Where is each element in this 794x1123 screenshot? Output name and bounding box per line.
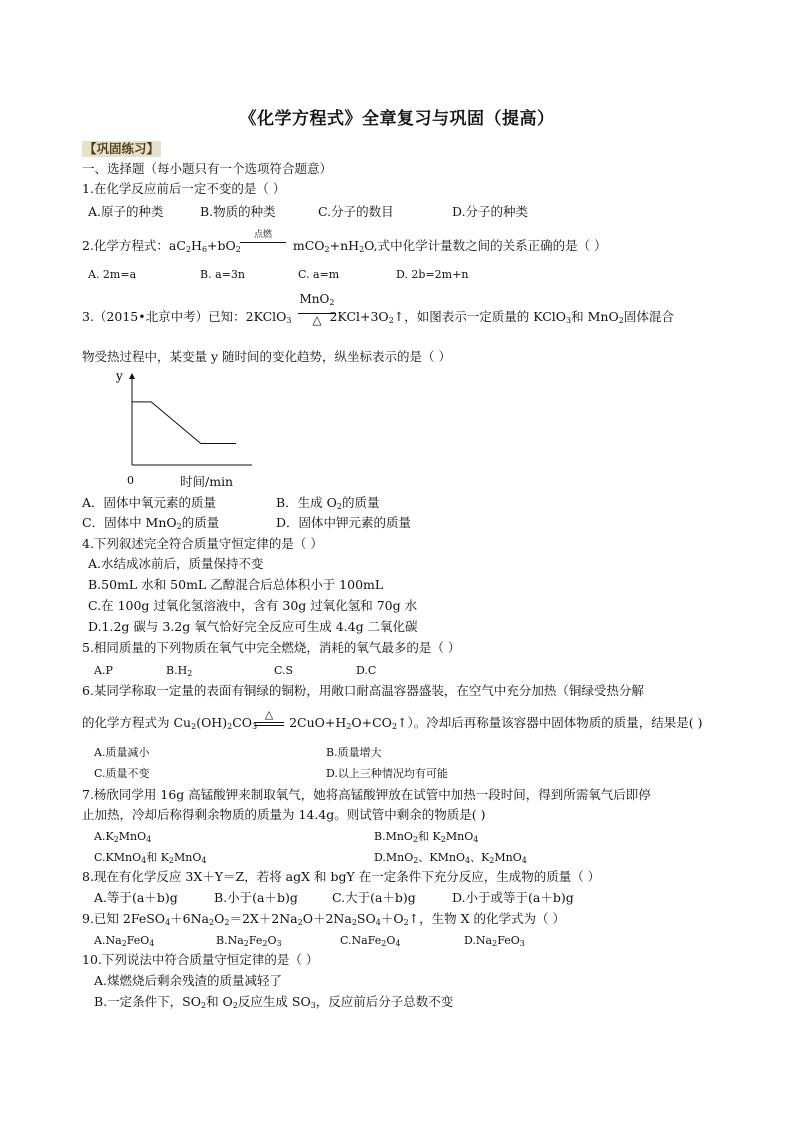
q6-option-c: C.质量不变 bbox=[94, 767, 150, 780]
q7-option-b: B.MnO$_2$和 $K_2MnO_4$ bbox=[374, 830, 479, 844]
q4-stem: 4.下列叙述完全符合质量守恒定律的是（ ） bbox=[82, 536, 323, 551]
q10-stem: 10.下列说法中符合质量守恒定律的是（ ） bbox=[82, 952, 319, 967]
q8-option-a: A.等于(a＋b)g bbox=[94, 890, 178, 905]
q7-option-c: C.KMnO$_4$和 $K_2MnO_4$ bbox=[94, 851, 207, 865]
q4-option-b: B.50mL 水和 50mL 乙醇混合后总体积小于 100mL bbox=[88, 577, 384, 592]
q8-option-d: D.小于或等于(a＋b)g bbox=[452, 890, 574, 905]
x-axis-label: 时间/min bbox=[180, 474, 234, 489]
q4-option-c: C.在 100g 过氧化氢溶液中，含有 30g 过氧化氢和 70g 水 bbox=[88, 598, 418, 613]
q9-option-c: $C.NaFe_2O_4$ bbox=[340, 934, 401, 948]
q2-rest: ,式中化学计量数之间的关系正确的是（ ） bbox=[373, 238, 607, 253]
q1-option-c: C.分子的数目 bbox=[318, 204, 394, 219]
q2-reaction-bar bbox=[240, 242, 286, 243]
q5-stem: 5.相同质量的下列物质在氧气中完全燃烧，消耗的氧气最多的是（ ） bbox=[82, 640, 461, 655]
q2-prefix: 2.化学方程式：aC bbox=[82, 238, 186, 253]
q5-option-c: C.S bbox=[274, 664, 294, 677]
q5-option-a: A.P bbox=[94, 664, 113, 677]
q1-option-a: A.原子的种类 bbox=[88, 204, 164, 219]
section-heading: 一、选择题（每小题只有一个选项符合题意） bbox=[82, 161, 333, 176]
q6-heat-symbol: △ bbox=[264, 708, 274, 721]
q6-option-b: B.质量增大 bbox=[326, 746, 382, 759]
q7-option-a: $A.K_2MnO_4$ bbox=[94, 830, 152, 844]
q3-option-b: B．生成 $O_2$的质量 bbox=[276, 495, 380, 511]
q1-option-d: D.分子的种类 bbox=[452, 204, 529, 219]
q3-stem-line2: 物受热过程中，某变量 y 随时间的变化趋势，纵坐标表示的是（ ） bbox=[82, 349, 451, 364]
q3-catalyst: MnO$_2$ bbox=[299, 292, 335, 307]
q7-stem-line2: 止加热，冷却后称得剩余物质的质量为 14.4g。则试管中剩余的物质是( ) bbox=[82, 807, 486, 822]
q3-option-d: D．固体中钾元素的质量 bbox=[276, 515, 412, 530]
q6-stem-line1: 6.某同学称取一定量的表面有铜绿的铜粉，用敞口耐高温容器盛装，在空气中充分加热（铜绿受热分解 bbox=[82, 683, 644, 698]
q7-stem-line1: 7.杨欣同学用 16g 高锰酸钾来制取氧气，她将高锰酸钾放在试管中加热一段时间，得到所需氧气后即停 bbox=[82, 787, 651, 802]
q1-stem: 1.在化学反应前后一定不变的是（ ） bbox=[82, 181, 286, 196]
q3-heat-symbol: △ bbox=[312, 313, 322, 327]
q3-option-a: A．固体中氧元素的质量 bbox=[82, 495, 217, 510]
q9-option-b: $B.Na_2Fe_2O_3$ bbox=[216, 934, 282, 948]
q8-stem: 8.现在有化学反应 3X＋Y＝Z，若将 agX 和 bgY 在一定条件下充分反应，生成物的质量（ ） bbox=[82, 869, 601, 884]
q9-option-d: $D.Na_2FeO_3$ bbox=[464, 934, 525, 948]
q3-stem-line1: 3.（2015•北京中考）已知：2KClO$_3$ $2KCl+3O_2↑$，如图表示一定质量的 KClO$_3$和 MnO$_2$固体混合 bbox=[82, 309, 674, 325]
q2-option-d: D. 2b=2m+n bbox=[396, 268, 469, 281]
q2-stem: 2.化学方程式：$aC_2H_6+bO_2$ $mCO_2+nH_2O$,式中化学计量数之间的关系正确的是（ ） bbox=[82, 238, 607, 254]
q2-option-c: C. a=m bbox=[298, 268, 340, 281]
q3-option-c: C．固体中 MnO$_2$的质量 bbox=[82, 515, 220, 531]
page-title: 《化学方程式》全章复习与巩固（提高） bbox=[239, 109, 555, 129]
q10-option-b: B.一定条件下，$SO_2$和 $O_2$反应生成 $SO_3$，反应前后分子总数不变 bbox=[94, 994, 454, 1010]
series-line bbox=[132, 402, 236, 444]
section-tag: 【巩固练习】 bbox=[84, 141, 160, 156]
q9-option-a: $A.Na_2FeO_4$ bbox=[94, 934, 155, 948]
q2-condition: 点燃 bbox=[253, 230, 272, 240]
q6-option-a: A.质量减小 bbox=[94, 746, 150, 759]
q2-option-a: A. 2m=a bbox=[88, 268, 137, 281]
q9-stem: 9.已知 $2FeSO_4+6Na_2O_2=2X+2Na_2O+2Na_2SO_4+O_2↑$，生物 X 的化学式为（ ） bbox=[82, 911, 565, 927]
q7-option-d: D.MnO$_2$、KMnO$_4$、$K_2MnO_4$ bbox=[374, 851, 527, 865]
y-axis-label: y bbox=[116, 369, 123, 383]
q1-option-b: B.物质的种类 bbox=[200, 204, 276, 219]
q8-option-b: B.小于(a＋b)g bbox=[214, 890, 298, 905]
q6-stem-line2: 的化学方程式为 $Cu_2(OH)_2CO_3$ $2CuO+H_2O+CO_2↑$）。冷却后再称量该容器中固体物质的质量，结果是( ) bbox=[82, 715, 703, 731]
q6-option-d: D.以上三种情况均有可能 bbox=[326, 767, 448, 780]
q10-option-a: A.煤燃烧后剩余残渣的质量减轻了 bbox=[94, 973, 283, 988]
q8-option-c: C.大于(a＋b)g bbox=[332, 890, 416, 905]
q5-option-b: $B.H_2$ bbox=[166, 664, 193, 678]
q2-option-b: B. a=3n bbox=[200, 268, 245, 281]
origin-label: 0 bbox=[127, 474, 134, 487]
q4-option-d: D.1.2g 碳与 3.2g 氧气恰好完全反应可生成 4.4g 二氧化碳 bbox=[88, 619, 418, 634]
q4-option-a: A.水结成冰前后，质量保持不变 bbox=[88, 556, 264, 571]
q5-option-d: D.C bbox=[356, 664, 377, 677]
